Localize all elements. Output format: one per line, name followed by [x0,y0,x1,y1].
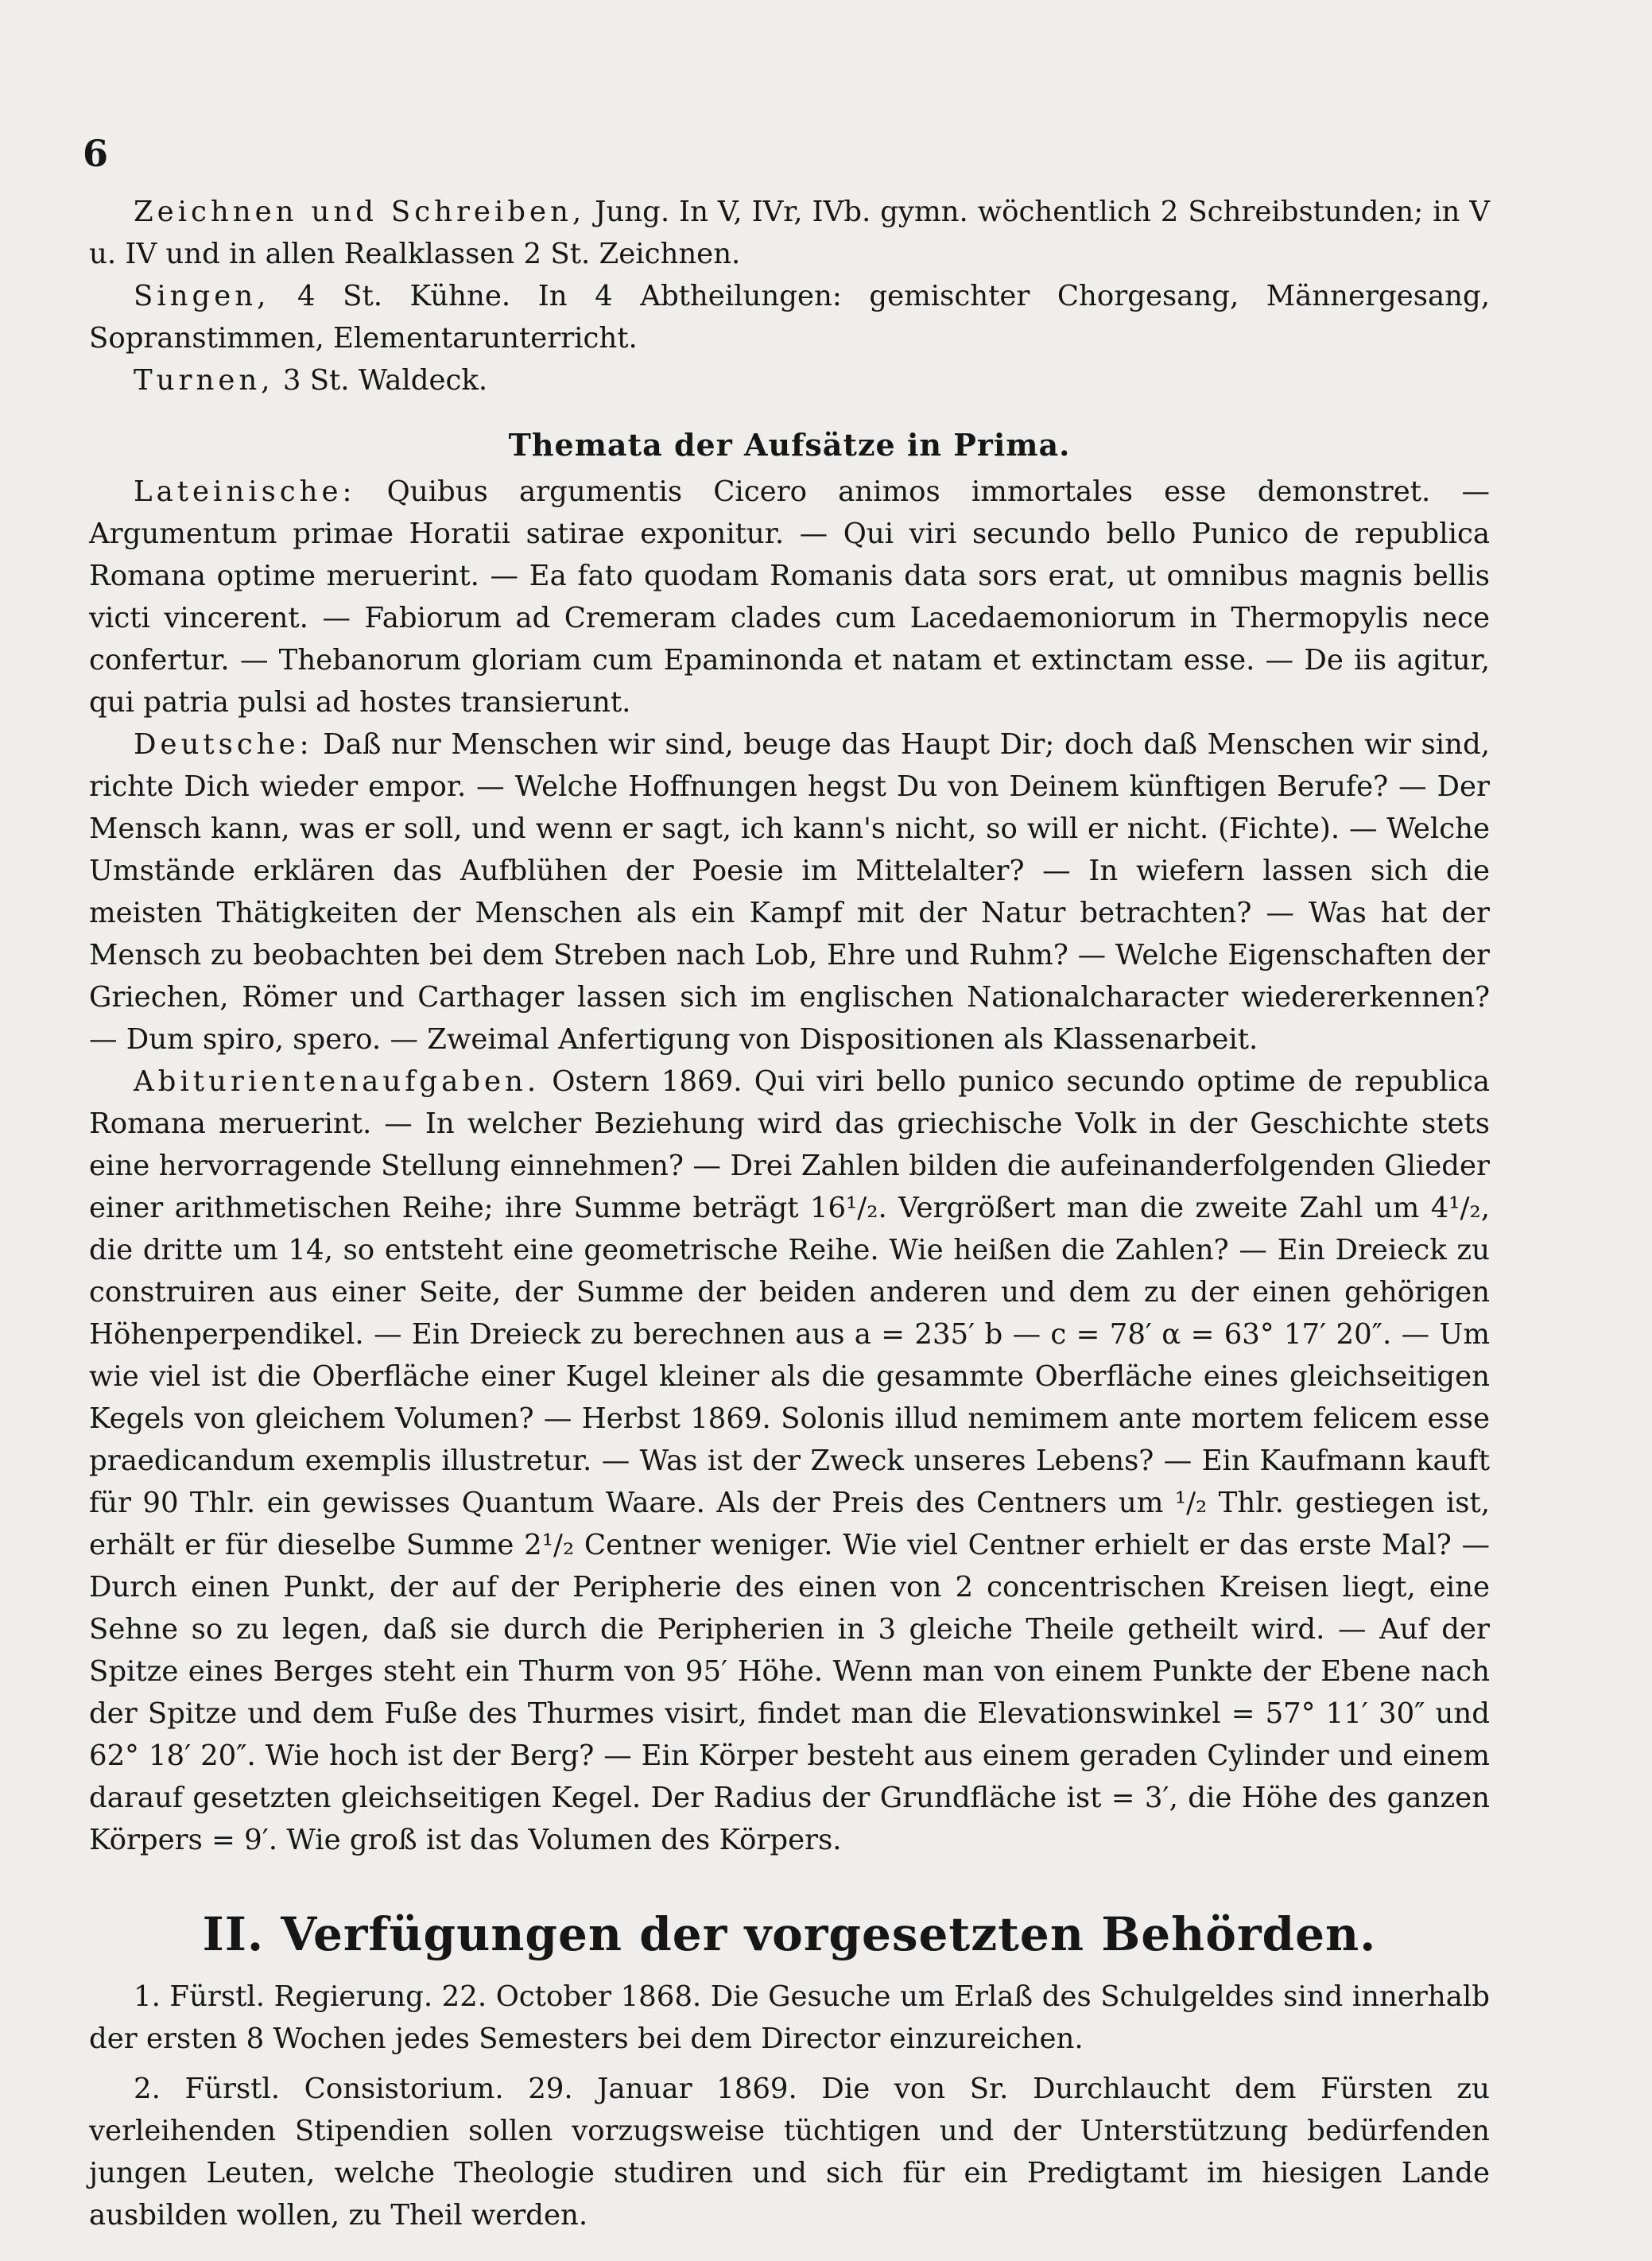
themata-label: Deutsche: [134,728,313,761]
content [89,191,1490,2244]
themata-label: Lateinische: [134,475,356,508]
themata-text: Quibus argumentis Cicero animos immortales esse demonstret. — Argumentum primae Horatii satirae exponitur. — Qui viri secundo bello Punico de republica Romana optime meruerint. — Ea fato quodam Romanis data sors erat, ut omnibus magnis bellis victi vincerent. — Fabiorum ad Cremeram clades cum Lacedaemoniorum in Thermopylis nece confertur. — Thebanorum gloriam cum Epaminonda et natam et extinctam esse. — De iis agitur, qui patria pulsi ad hostes transierunt. [89,475,1490,719]
decree-paragraph: 2. Fürstl. Consistorium. 29. Januar 1869. Die von Sr. Durchlaucht dem Fürsten zu verleihenden Stipendien sollen vorzugsweise tüchtigen und der Unterstützung bedürfenden jungen Leuten, welche Theologie studiren und sich für ein Predigtamt im hiesigen Lande ausbilden wollen, zu Theil werden. [89,2073,1490,2232]
decrees-section [89,1976,1490,2236]
themata-paragraph [89,723,1490,1061]
subject-paragraph [89,191,1490,275]
subject-paragraph [89,359,1490,401]
subjects-section [89,191,1490,401]
section-heading: II. Verfügungen der vorgesetzten Behörden. [202,1907,1377,1961]
subject-label: Zeichnen und Schreiben, [134,196,586,228]
subject-text: 3 St. Waldeck. [273,364,488,397]
themata-text: Daß nur Menschen wir sind, beuge das Haupt Dir; doch daß Menschen wir sind, richte Dich wieder empor. — Welche Hoffnungen hegst Du von Deinem künftigen Berufe? — Der Mensch kann, was er soll, und wenn er sagt, ich kann's nicht, so will er nicht. (Fichte). — Welche Umstände erklären das Aufblühen der Poesie im Mittelalter? — In wiefern lassen sich die meisten Thätigkeiten der Menschen als ein Kampf mit der Natur betrachten? — Was hat der Mensch zu beobachten bei dem Streben nach Lob, Ehre und Ruhm? — Welche Eigenschaften der Griechen, Römer und Carthager lassen sich im englischen Nationalcharacter wiedererkennen? — Dum spiro, spero. — Zweimal Anfertigung von Dispositionen als Klassenarbeit. [89,728,1490,1056]
themata-label: Abiturientenaufgaben. [134,1065,541,1098]
themata-heading: Themata der Aufsätze in Prima. [508,427,1071,463]
subject-text: Jung. In V, IVr, IVb. gymn. wöchentlich 2 Schreibstunden; in V u. IV und in allen Realklassen 2 St. Zeichnen. [89,196,1491,270]
themata-section [89,471,1490,1861]
subject-label: Turnen, [134,364,274,397]
page-number: 6 [83,132,109,175]
subject-text: 4 St. Kühne. In 4 Abtheilungen: gemischter Chorgesang, Männergesang, Sopranstimmen, Elementarunterricht. [89,280,1490,355]
themata-paragraph [89,471,1490,723]
subject-paragraph [89,275,1490,359]
themata-text: Ostern 1869. Qui viri bello punico secundo optime de republica Romana meruerint. — In welcher Beziehung wird das griechische Volk in der Geschichte stets eine hervorragende Stellung einnehmen? — Drei Zahlen bilden die aufeinanderfolgenden Glieder einer arithmetischen Reihe; ihre Summe beträgt 16¹/₂. Vergrößert man die zweite Zahl um 4¹/₂, die dritte um 14, so entsteht eine geometrische Reihe. Wie heißen die Zahlen? — Ein Dreieck zu construiren aus einer Seite, der Summe der beiden anderen und dem zu der einen gehörigen Höhenperpendikel. — Ein Dreieck zu berechnen aus a = 235′ b — c = 78′ α = 63° 17′ 20″. — Um wie viel ist die Oberfläche einer Kugel kleiner als die gesammte Oberfläche eines gleichseitigen Kegels von gleichem Volumen? — Herbst 1869. Solonis illud nemimem ante mortem felicem esse praedicandum exemplis illustretur. — Was ist der Zweck unseres Lebens? — Ein Kaufmann kauft für 90 Thlr. ein gewisses Quantum Waare. Als der Preis des Centners um ¹/₂ Thlr. gestiegen ist, erhält er für dieselbe Summe 2¹/₂ Centner weniger. Wie viel Centner erhielt er das erste Mal? — Durch einen Punkt, der auf der Peripherie des einen von 2 concentrischen Kreisen liegt, eine Sehne so zu legen, daß sie durch die Peripherien in 3 gleiche Theile getheilt wird. — Auf der Spitze eines Berges steht ein Thurm von 95′ Höhe. Wenn man von einem Punkte der Ebene nach der Spitze und dem Fuße des Thurmes visirt, findet man die Elevationswinkel = 57° 11′ 30″ und 62° 18′ 20″. Wie hoch ist der Berg? — Ein Körper besteht aus einem geraden Cylinder und einem darauf gesetzten gleichseitigen Kegel. Der Radius der Grundfläche ist = 3′, die Höhe des ganzen Körpers = 9′. Wie groß ist das Volumen des Körpers. [89,1065,1490,1856]
decree-paragraph: 1. Fürstl. Regierung. 22. October 1868. Die Gesuche um Erlaß des Schulgeldes sind innerhalb der ersten 8 Wochen jedes Semesters bei dem Director einzureichen. [89,1980,1490,2055]
subject-label: Singen, [134,280,270,312]
themata-paragraph [89,1061,1490,1861]
